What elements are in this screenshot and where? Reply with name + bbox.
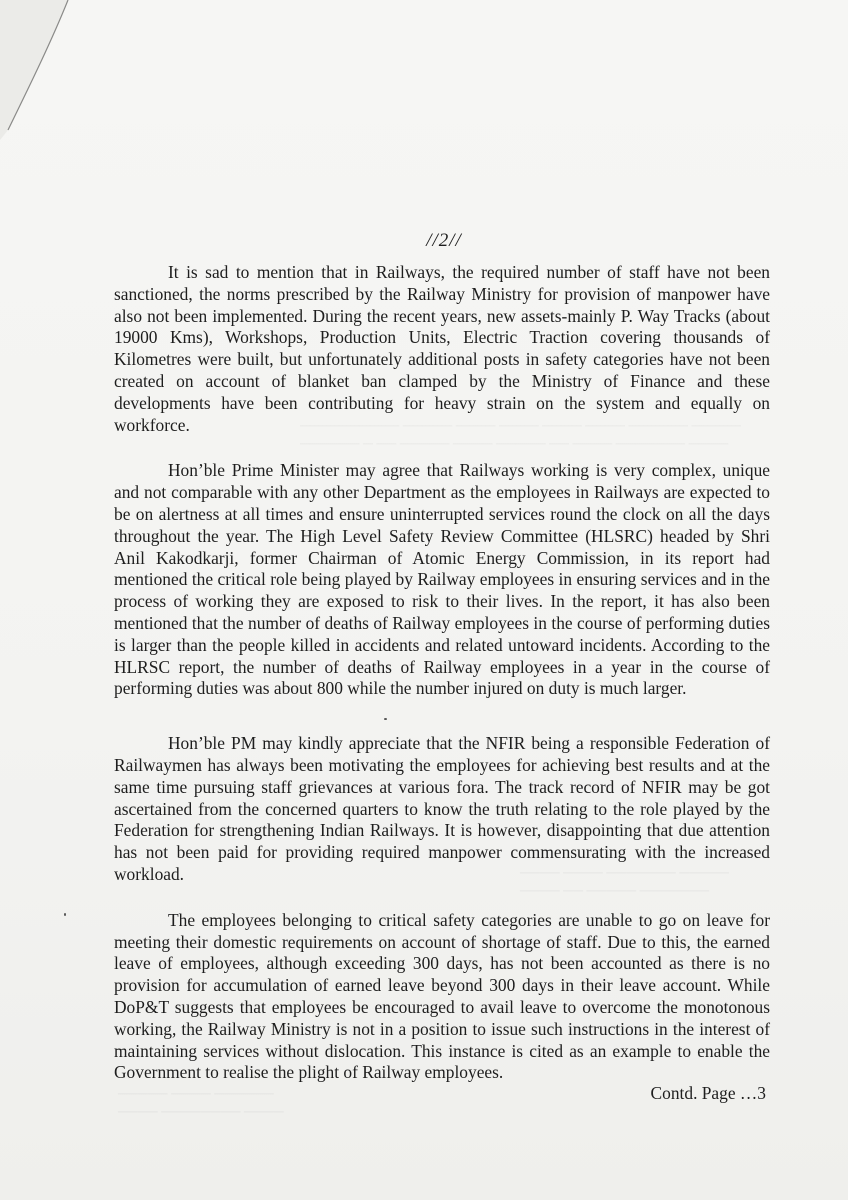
paragraph-leave-accumulation: The employees belonging to critical safety categories are unable to go on leave for meeting their domestic requirements on account of shortage of staff. Due to this, the earned leave of employees, although exceeding 300 days, has not been accounted as there is no provision for accumulation of earned leave beyond 300 days in their leave account. While DoP&T suggests that employees be encouraged to avail leave to overcome the monotonous working, the Railway Ministry is not in a position to issue such instructions in the interest of maintaining services without dislocation. This instance is cited as an example to enable the Government to realise the plight of Railway employees. xyxy=(114,909,770,1083)
folded-corner-mark xyxy=(0,0,90,140)
show-through-text: ────── ─ ── ───── ──── ───── ── ──── ─────── ──── xyxy=(300,437,729,452)
page-number-marker: //2// xyxy=(426,230,462,251)
show-through-text: ───── ──── ────── xyxy=(118,1087,274,1102)
show-through-text: ──── ──────── ──── xyxy=(118,1105,284,1120)
show-through-text: ──── ── ───── ─────── xyxy=(520,884,710,899)
letter-body xyxy=(114,262,770,1084)
scan-speck xyxy=(384,718,387,720)
paragraph-railway-working: Hon’ble Prime Minister may agree that Railways working is very complex, unique and not comparable with any other Department as the employees in Railways are expected to be on alertness at all times and ensure uninterrupted services round the clock on all the days throughout the year. The High Level Safety Review Committee (HLSRC) headed by Shri Anil Kakodkarji, former Chairman of Atomic Energy Commission, in its report had mentioned the critical role being played by Railway employees in ensuring services and in the process of working they are exposed to risk to their lives. In the report, it has also been mentioned that the number of deaths of Railway employees in the course of performing duties is larger than the people killed in accidents and related untoward incidents. According to the HLRSC report, the number of deaths of Railway employees in a year in the course of performing duties was about 800 while the number injured on duty is much larger. xyxy=(114,460,770,699)
continuation-note: Contd. Page …3 xyxy=(650,1083,766,1103)
paragraph-staff-shortage: It is sad to mention that in Railways, the required number of staff have not been sanctioned, the norms prescribed by the Railway Ministry for provision of manpower have also not been implemented. During the recent years, new assets-mainly P. Way Tracks (about 19000 Kms), Workshops, Production Units, Electric Traction covering thousands of Kilometres were built, but unfortunately additional posts in safety categories have not been created on account of blanket ban clamped by the Ministry of Finance and these developments have been contributing for heavy strain on the system and equally on workforce. xyxy=(114,262,770,435)
paragraph-nfir-role: Hon’ble PM may kindly appreciate that the NFIR being a responsible Federation of Railwaymen has always been motivating the employees for achieving best results and at the same time pursuing staff grievances at various fora. The track record of NFIR may be got ascertained from the concerned quarters to know the truth relating to the role played by the Federation for strengthening Indian Railways. It is however, disappointing that due attention has not been paid for providing required manpower commensurating with the increased workload. xyxy=(114,733,770,884)
scan-speck xyxy=(64,913,66,916)
show-through-text: ──── ──── ─────── ───── xyxy=(520,866,729,881)
show-through-text: ────────── ───── ──── ──── ──── ──── ────── ───── xyxy=(300,419,742,434)
